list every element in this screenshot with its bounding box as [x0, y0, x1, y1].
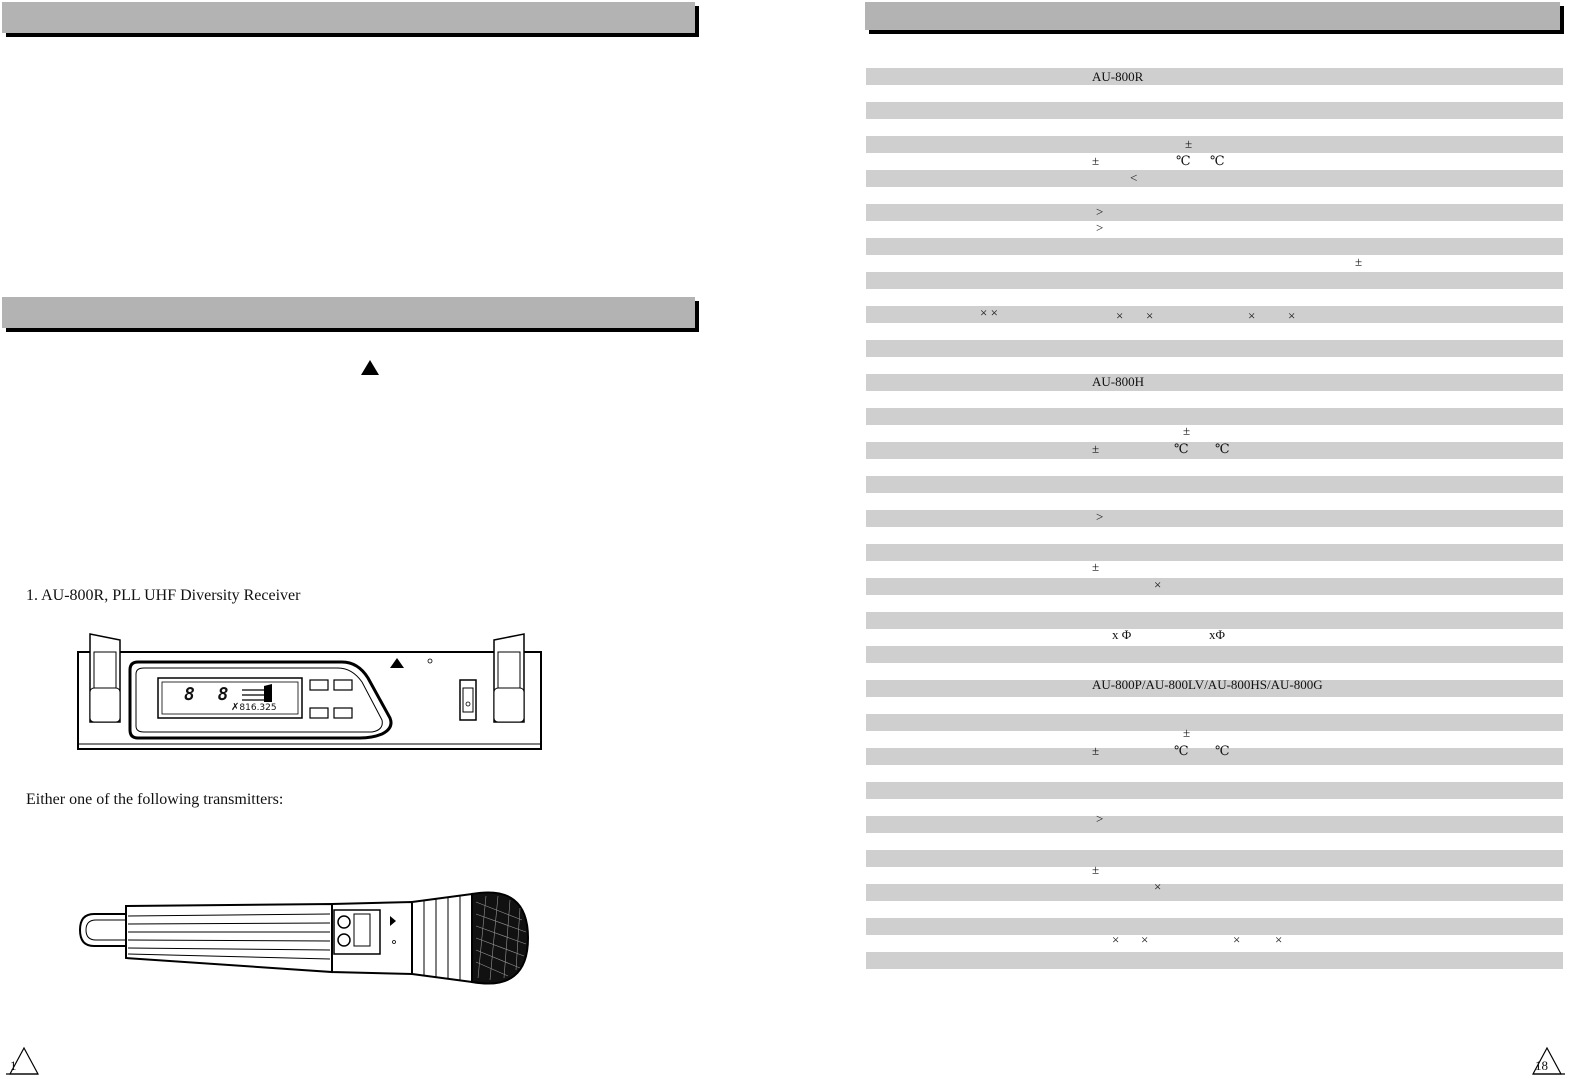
lcd-frequency-value: 816.325	[239, 703, 277, 713]
spec-cell: ±	[1185, 136, 1193, 151]
spec-row-stripe	[866, 68, 1563, 85]
spec-cell: ℃	[1174, 441, 1189, 456]
spec-cell: x Φ	[1112, 627, 1132, 642]
spec-row-stripe	[866, 476, 1563, 493]
spec-cell: >	[1096, 509, 1104, 524]
transmitter-caption: Either one of the following transmitters:	[26, 791, 284, 808]
warning-triangle-icon	[361, 360, 379, 375]
spec-cell: ±	[1092, 862, 1100, 877]
spec-row-stripe	[866, 850, 1563, 867]
spec-row-stripe	[866, 816, 1563, 833]
spec-cell: AU-800P/AU-800LV/AU-800HS/AU-800G	[1092, 677, 1323, 692]
spec-cell: ×	[1154, 879, 1162, 894]
spec-row-stripe	[866, 238, 1563, 255]
spec-row-stripe	[866, 306, 1563, 323]
spec-cell: ×	[1248, 308, 1256, 323]
spec-cell: ×	[1154, 577, 1162, 592]
spec-row-stripe	[866, 204, 1563, 221]
spec-cell: ±	[1183, 423, 1191, 438]
spec-cell: >	[1096, 220, 1104, 235]
spec-cell: ±	[1092, 153, 1100, 168]
spec-cell: ℃	[1176, 153, 1191, 168]
spec-cell: AU-800H	[1092, 374, 1144, 389]
spec-cell: ℃	[1215, 441, 1230, 456]
spec-row-stripe	[866, 374, 1563, 391]
spec-cell: ×	[1112, 932, 1120, 947]
receiver-caption: 1. AU-800R, PLL UHF Diversity Receiver	[26, 587, 301, 604]
spec-cell: ℃	[1215, 743, 1230, 758]
spec-row-stripe	[866, 544, 1563, 561]
spec-heading-bar	[865, 2, 1560, 30]
spec-row-stripe	[866, 952, 1563, 969]
lcd-channel-readout: 8 8	[184, 684, 235, 705]
spec-row-stripe	[866, 170, 1563, 187]
page-number-text: 1	[10, 1058, 17, 1073]
spec-cell: <	[1130, 170, 1138, 185]
spec-row-stripe	[866, 136, 1563, 153]
spec-cell: >	[1096, 811, 1104, 826]
spec-cell: >	[1096, 204, 1104, 219]
spec-cell: ×	[1141, 932, 1149, 947]
spec-cell: ±	[1092, 559, 1100, 574]
handheld-transmitter-illustration	[76, 890, 536, 990]
spec-row-stripe	[866, 102, 1563, 119]
spec-row-stripe	[866, 408, 1563, 425]
spec-cell: ±	[1092, 743, 1100, 758]
spec-row-stripe	[866, 340, 1563, 357]
spec-cell: ×	[1233, 932, 1241, 947]
section-heading-bar	[2, 297, 695, 328]
spec-row-stripe	[866, 714, 1563, 731]
spec-cell: ℃	[1210, 153, 1225, 168]
page-number-text: 18	[1535, 1058, 1548, 1073]
spec-row-stripe	[866, 646, 1563, 663]
spec-cell: ×	[1288, 308, 1296, 323]
spec-cell: ±	[1183, 725, 1191, 740]
spec-row-stripe	[866, 272, 1563, 289]
lcd-frequency-readout	[231, 702, 277, 713]
receiver-illustration	[72, 628, 552, 758]
page-number-left	[4, 1046, 40, 1076]
antenna-icon: ✗	[231, 702, 240, 713]
spec-cell: ℃	[1174, 743, 1189, 758]
spec-cell: × ×	[980, 305, 998, 320]
spec-row-stripe	[866, 578, 1563, 595]
spec-row-stripe	[866, 884, 1563, 901]
spec-cell: AU-800R	[1092, 69, 1144, 84]
section-heading-bar	[2, 2, 695, 33]
spec-cell: ×	[1275, 932, 1283, 947]
page-number-right	[1531, 1046, 1567, 1076]
spec-cell: ±	[1355, 254, 1363, 269]
spec-cell: ×	[1116, 308, 1124, 323]
spec-row-stripe	[866, 918, 1563, 935]
spec-cell: ×	[1146, 308, 1154, 323]
spec-row-stripe	[866, 782, 1563, 799]
spec-row-stripe	[866, 510, 1563, 527]
spec-cell: xΦ	[1209, 627, 1226, 642]
spec-cell: ±	[1092, 441, 1100, 456]
